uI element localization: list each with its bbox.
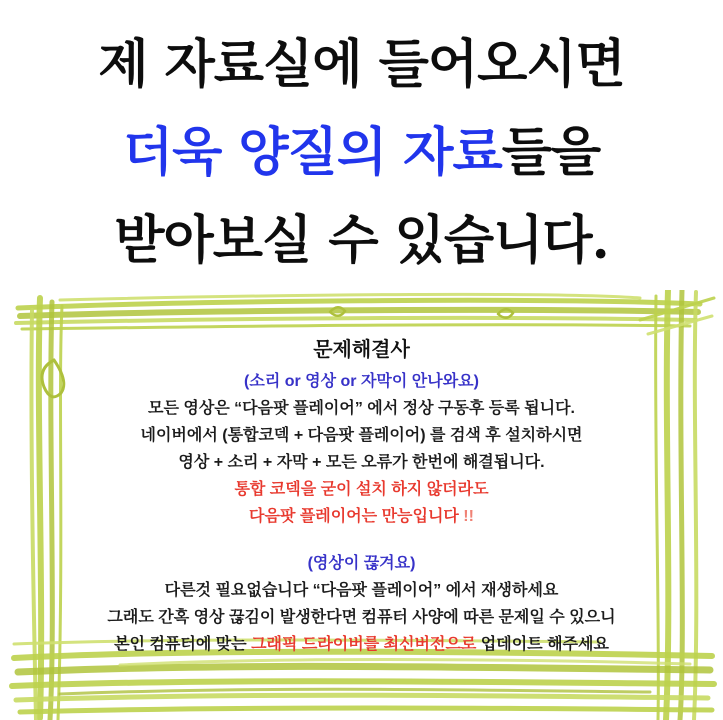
- section2-line-3-black2: 업데이트 해주세요: [476, 636, 609, 653]
- help-panel: [0, 290, 723, 720]
- help-panel-content: [0, 338, 723, 658]
- panel-title: 문제해결사: [313, 339, 410, 361]
- section2-line-2: 그래도 간혹 영상 끊김이 발생한다면 컴퓨터 사양에 따른 문제일 수 있으니: [107, 609, 616, 626]
- section2-subtitle: (영상이 끊겨요): [307, 555, 416, 572]
- section2-line-1: 다른것 필요없습니다 “다음팟 플레이어” 에서 재생하세요: [164, 582, 559, 599]
- section2-line-3-red: 그래픽 드라이버를 최신버전으로: [251, 636, 477, 653]
- section1-subtitle: (소리 or 영상 or 자막이 안나와요): [244, 373, 479, 390]
- hero-line-2: [0, 110, 723, 185]
- section1-line-3: 영상 + 소리 + 자막 + 모든 오류가 한번에 해결됩니다.: [178, 454, 545, 471]
- hero-line-2-blue: 더욱 양질의 자료: [122, 122, 502, 183]
- section1-red-line-2-text: 다음팟 플레이어는 만능입니다: [249, 508, 459, 525]
- section2-line-3-black1: 본인 컴퓨터에 맞는: [114, 636, 252, 653]
- section2-line-3: [0, 631, 723, 658]
- section1-red-line-2: [0, 503, 723, 530]
- hero-line-1: 제 자료실에 들어오시면: [98, 34, 625, 95]
- section1-red-line-2-bang: !!: [458, 508, 474, 525]
- hero-line-2-black: 들을: [501, 122, 601, 183]
- hero-line-3: 받아보실 수 있습니다.: [114, 210, 609, 271]
- section1-red-line-1: 통합 코덱을 굳이 설치 하지 않더라도: [234, 481, 489, 498]
- section1-line-2: 네이버에서 (통합코덱 + 다음팟 플레이어) 를 검색 후 설치하시면: [140, 427, 583, 444]
- section1-line-1: 모든 영상은 “다음팟 플레이어” 에서 정상 구동후 등록 됩니다.: [148, 400, 575, 417]
